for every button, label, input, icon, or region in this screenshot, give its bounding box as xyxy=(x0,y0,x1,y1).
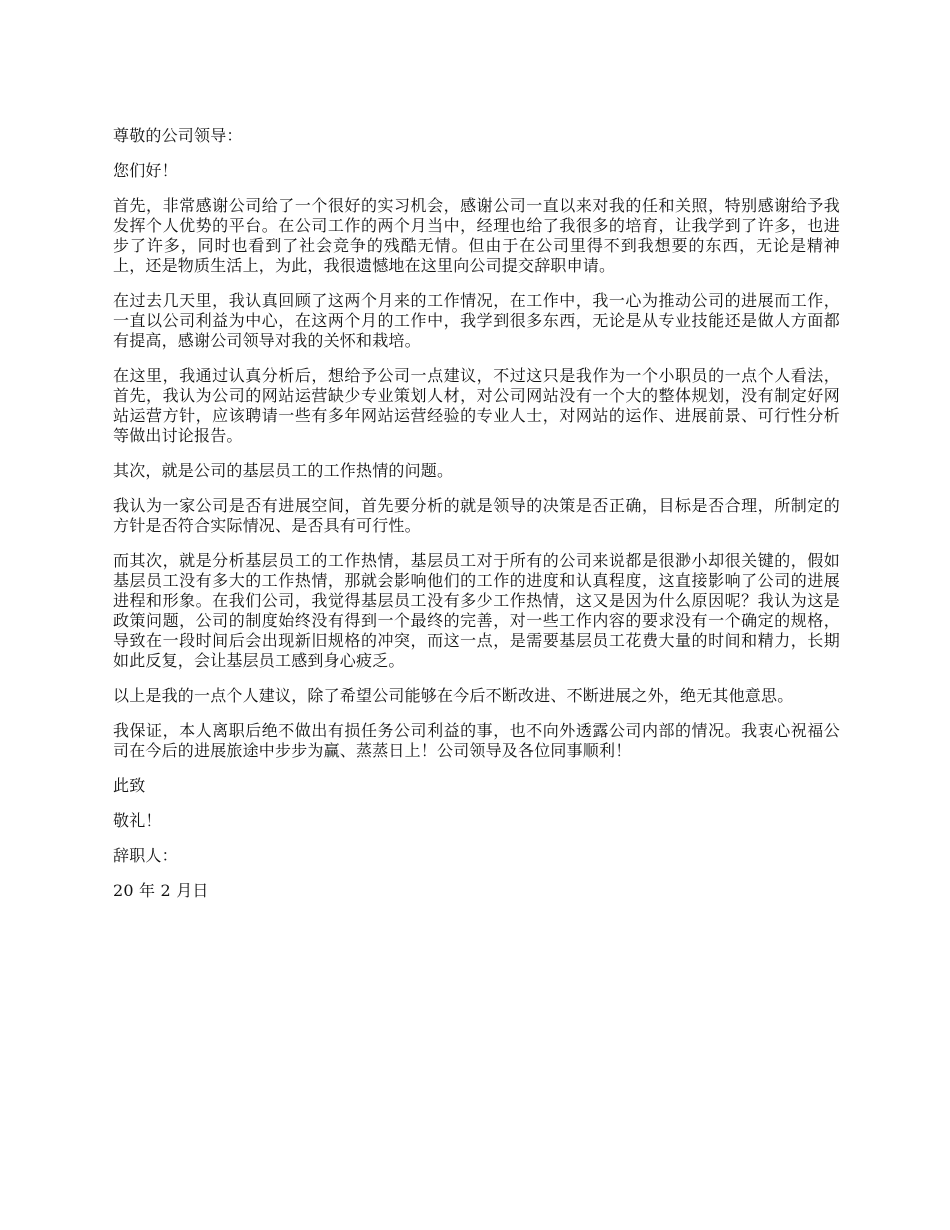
salutation: 尊敬的公司领导： xyxy=(113,126,243,145)
signature-label: 辞职人： xyxy=(113,846,178,865)
paragraph-conclusion: 以上是我的一点个人建议，除了希望公司能够在今后不断改进、不断进展之外，绝无其他意思。 xyxy=(113,686,794,705)
paragraph-pledge: 我保证，本人离职后绝不做出有损任务公司利益的事，也不向外透露公司内部的情况。我衷心祝福公司在今后的进展旅途中步步为赢、蒸蒸日上！公司领导及各位同事顺利！ xyxy=(113,721,840,760)
letter-date: 20 年 2 月日 xyxy=(113,881,209,900)
closing-line-2: 敬礼！ xyxy=(113,811,162,830)
paragraph-second-point: 其次，就是公司的基层员工的工作热情的问题。 xyxy=(113,461,454,480)
paragraph-review: 在过去几天里，我认真回顾了这两个月来的工作情况，在工作中，我一心为推动公司的进展而工作，一直以公司利益为中心，在这两个月的工作中，我学到很多东西，无论是从专业技能还是做人方面都有提高，感谢公司领导对我的关怀和栽培。 xyxy=(113,291,840,350)
paragraph-decision-analysis: 我认为一家公司是否有进展空间，首先要分析的就是领导的决策是否正确，目标是否合理，所制定的方针是否符合实际情况、是否具有可行性。 xyxy=(113,496,840,535)
greeting: 您们好！ xyxy=(113,161,178,180)
closing-line-1: 此致 xyxy=(113,776,146,795)
paragraph-staff-enthusiasm: 而其次，就是分析基层员工的工作热情，基层员工对于所有的公司来说都是很渺小却很关键的，假如基层员工没有多大的工作热情，那就会影响他们的工作的进度和认真程度，这直接影响了公司的进展进程和形象。在我们公司，我觉得基层员工没有多少工作热情，这又是因为什么原因呢？我认为这是政策问题，公司的制度始终没有得到一个最终的完善，对一些工作内容的要求没有一个确定的规格，导致在一段时间后会出现新旧规格的冲突，而这一点，是需要基层员工花费大量的时间和精力，长期如此反复，会让基层员工感到身心疲乏。 xyxy=(113,551,840,670)
paragraph-gratitude: 首先，非常感谢公司给了一个很好的实习机会，感谢公司一直以来对我的任和关照，特别感谢给予我发挥个人优势的平台。在公司工作的两个月当中，经理也给了我很多的培育，让我学到了许多，也进步了许多，同时也看到了社会竞争的残酷无情。但由于在公司里得不到我想要的东西，无论是精神上，还是物质生活上，为此，我很遗憾地在这里向公司提交辞职申请。 xyxy=(113,196,840,275)
paragraph-suggestion: 在这里，我通过认真分析后，想给予公司一点建议，不过这只是我作为一个小职员的一点个人看法，首先，我认为公司的网站运营缺少专业策划人材，对公司网站没有一个大的整体规划，没有制定好网站运营方针，应该聘请一些有多年网站运营经验的专业人士，对网站的运作、进展前景、可行性分析等做出讨论报告。 xyxy=(113,366,840,445)
letter-body xyxy=(113,126,840,916)
